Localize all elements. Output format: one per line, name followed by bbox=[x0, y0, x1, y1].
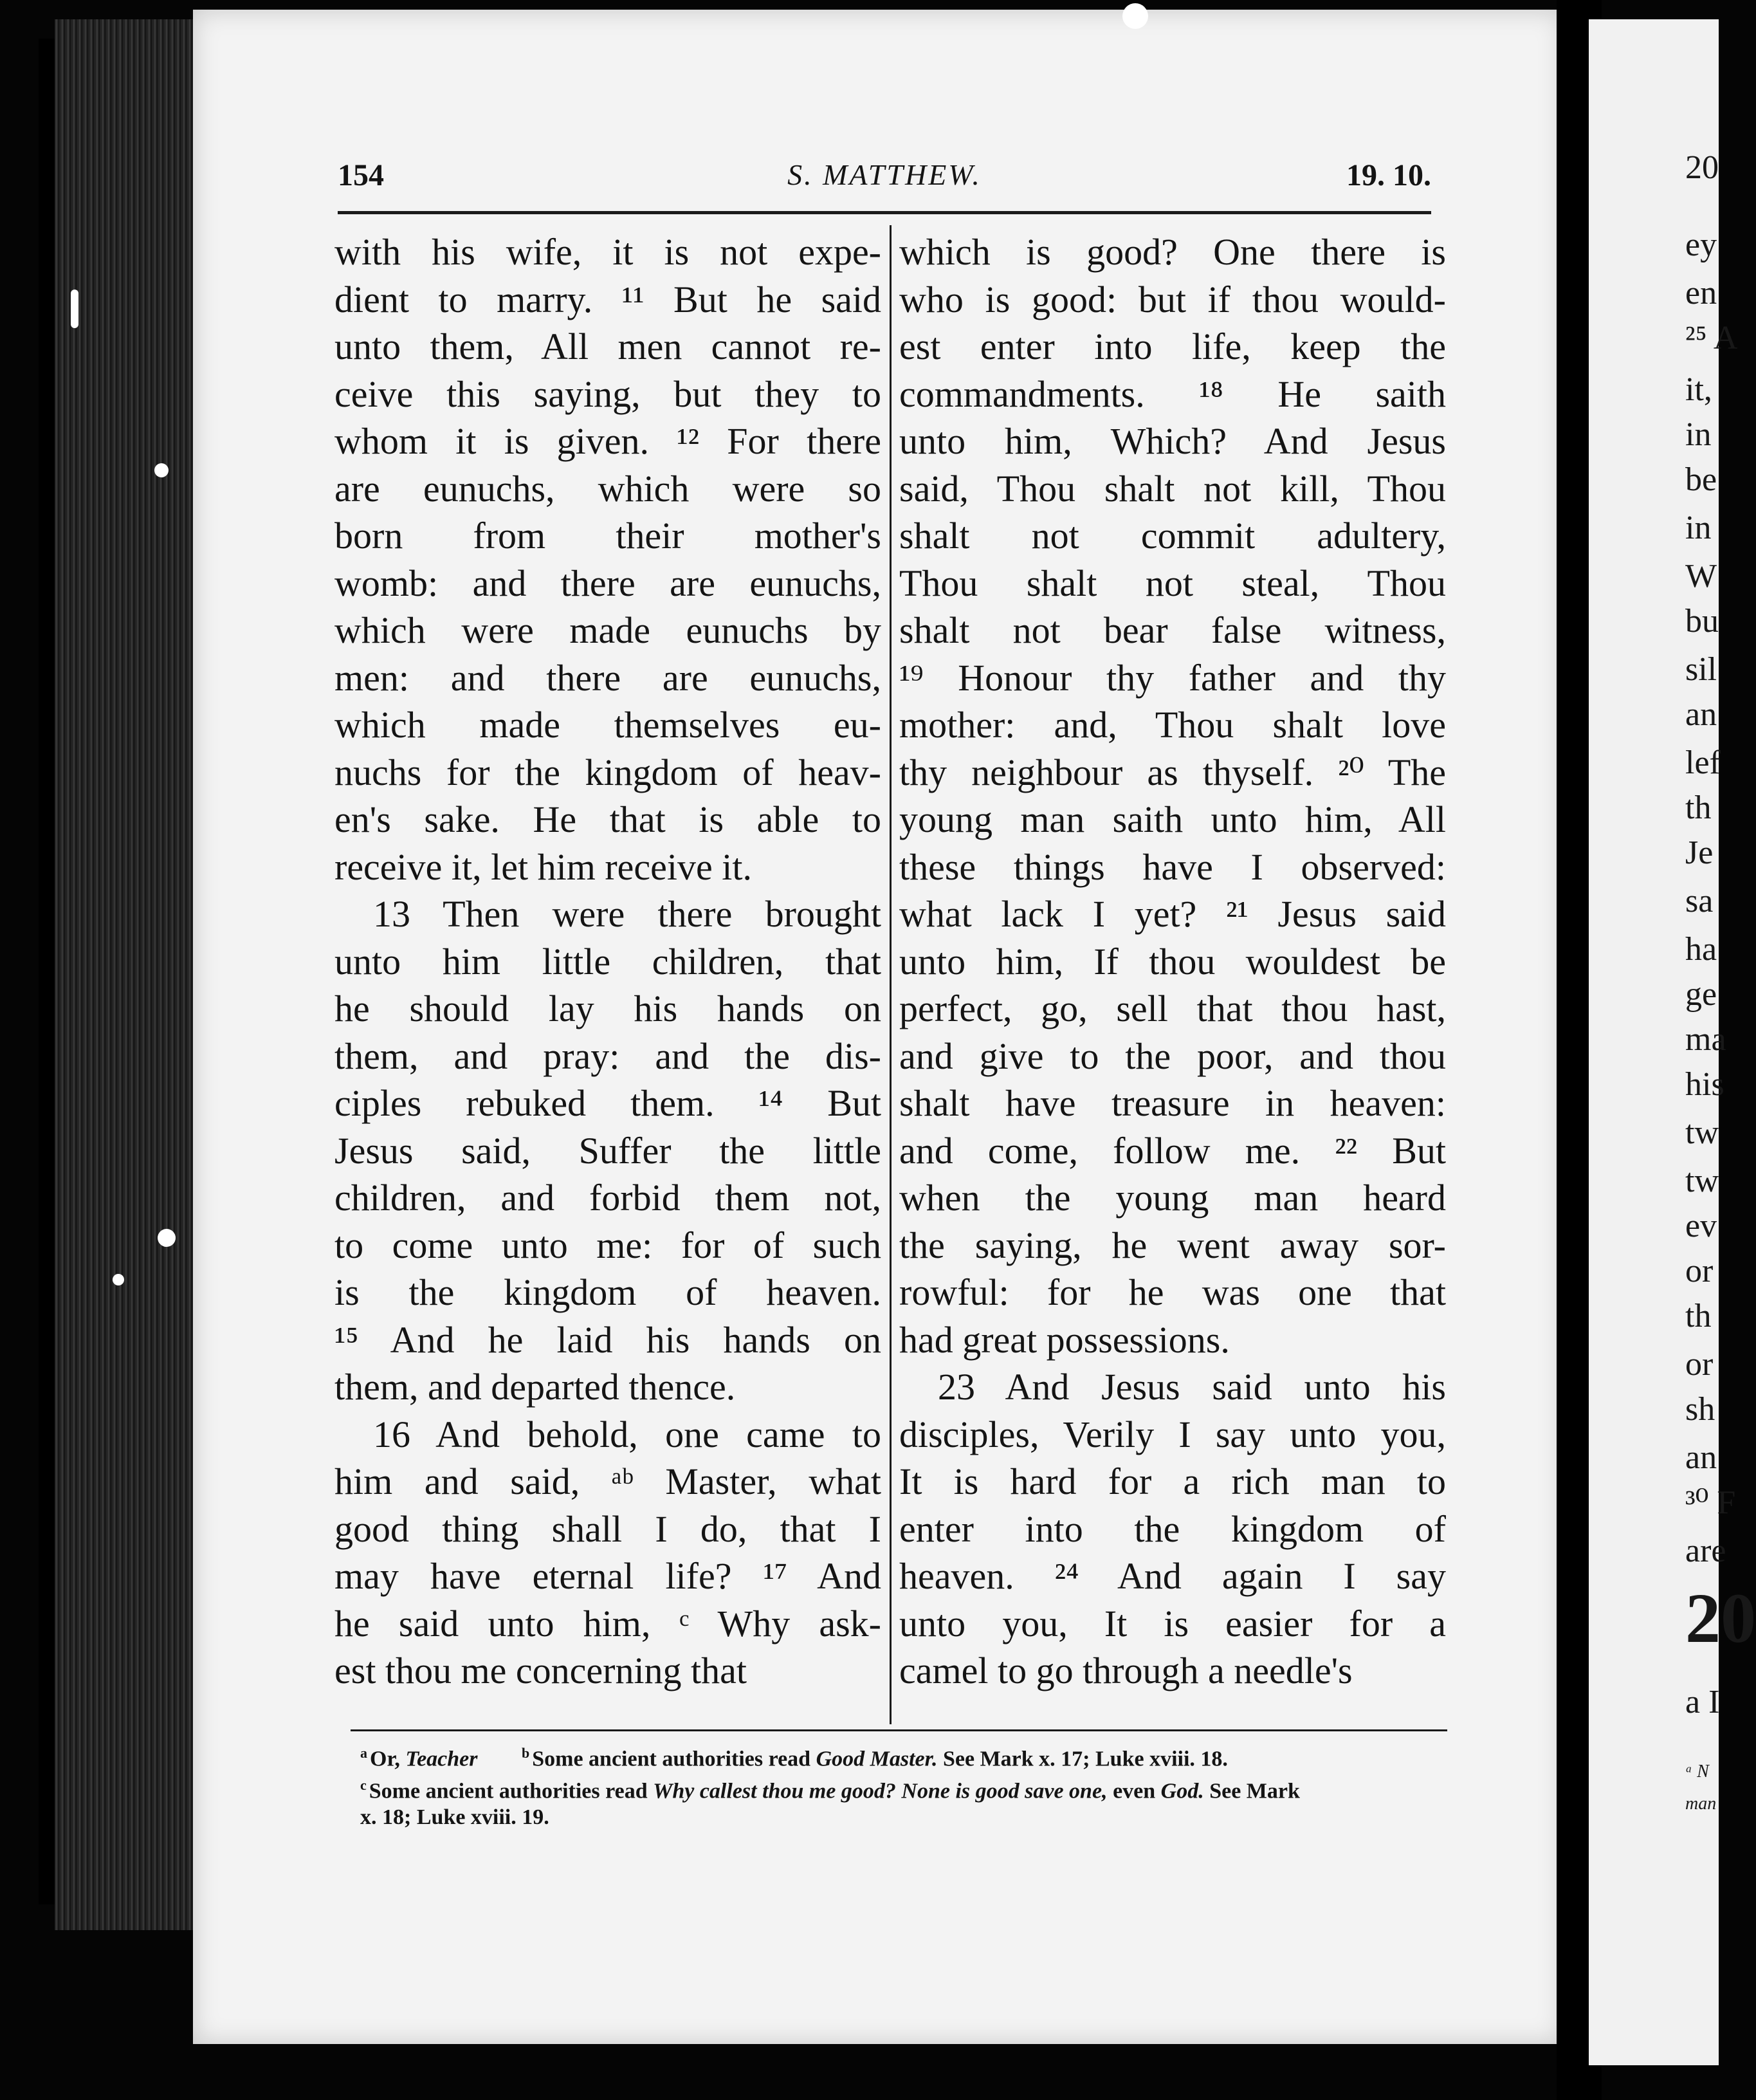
facing-page-fragment: Je bbox=[1685, 834, 1714, 871]
facing-page-fragment: in bbox=[1685, 416, 1712, 453]
left-column-line: them, and pray: and the dis- bbox=[334, 1035, 881, 1077]
footnote-c-mark: c bbox=[360, 1777, 367, 1793]
facing-page-fragment: an bbox=[1685, 696, 1717, 733]
right-column-line: Thou shalt not steal, Thou bbox=[899, 562, 1446, 604]
footnote-c-italic-1: Why callest thou me good? bbox=[653, 1779, 896, 1803]
right-column-line: est enter into life, keep the bbox=[899, 326, 1446, 367]
facing-page-fragment: ²⁵ A bbox=[1685, 320, 1738, 356]
book-title: S. MATTHEW. bbox=[787, 158, 982, 191]
left-column-line: may have eternal life? ¹⁷ And bbox=[334, 1555, 881, 1597]
footnote-c-italic-2: None is good save one, bbox=[901, 1779, 1108, 1803]
right-column-line: shalt not commit adultery, bbox=[899, 515, 1446, 557]
facing-page-fragment: ma bbox=[1685, 1021, 1726, 1058]
facing-page-fragment: th bbox=[1685, 789, 1712, 826]
facing-page-fragment: ey bbox=[1685, 226, 1717, 263]
facing-page-edge bbox=[1589, 19, 1756, 2065]
footnote-c-mid: even bbox=[1113, 1779, 1156, 1803]
facing-page-fragment: sh bbox=[1685, 1391, 1715, 1428]
right-column-line: heaven. ²⁴ And again I say bbox=[899, 1555, 1446, 1597]
left-column-line: to come unto me: for of such bbox=[334, 1224, 881, 1266]
right-column-line: these things have I observed: bbox=[899, 845, 1446, 888]
footnotes bbox=[360, 1737, 1447, 1834]
right-column-line: when the young man heard bbox=[899, 1177, 1446, 1219]
left-column-line: Jesus said, Suffer the little bbox=[334, 1129, 881, 1172]
left-column-line: ciples rebuked them. ¹⁴ But bbox=[334, 1082, 881, 1124]
right-column-line: unto him, Which? And Jesus bbox=[899, 420, 1446, 462]
column-divider bbox=[890, 225, 892, 1724]
left-column-line: 16 And behold, one came to bbox=[373, 1413, 881, 1455]
right-column-line: and come, follow me. ²² But bbox=[899, 1129, 1446, 1172]
right-column-line: which is good? One there is bbox=[899, 231, 1446, 273]
left-column-line: unto him little children, that bbox=[334, 940, 881, 982]
text-column-right bbox=[899, 228, 1446, 1721]
footnote-b-lead: Some ancient authorities read bbox=[532, 1747, 811, 1771]
facing-page-fragment: ev bbox=[1685, 1208, 1717, 1244]
right-column-line: thy neighbour as thyself. ²⁰ The bbox=[899, 751, 1446, 793]
left-column-line: ¹⁵ And he laid his hands on bbox=[334, 1318, 881, 1361]
left-column-line: womb: and there are eunuchs, bbox=[334, 562, 881, 604]
chapter-verse-reference: 19. 10. bbox=[1346, 158, 1431, 192]
left-column-line: men: and there are eunuchs, bbox=[334, 656, 881, 699]
left-column-line: with his wife, it is not expe- bbox=[334, 231, 881, 273]
right-column-line: rowful: for he was one that bbox=[899, 1271, 1446, 1313]
left-column-line: 13 Then were there brought bbox=[373, 893, 881, 935]
facing-page-fragment: en bbox=[1685, 275, 1717, 311]
right-column-line: camel to go through a needle's bbox=[899, 1650, 1353, 1691]
facing-page-fragment: ha bbox=[1685, 931, 1717, 968]
scan-speck bbox=[1122, 3, 1148, 29]
head-rule bbox=[338, 211, 1431, 214]
facing-page-fragment: his bbox=[1685, 1066, 1724, 1103]
left-column-line: unto them, All men cannot re- bbox=[334, 326, 881, 367]
facing-page-fragment: 20 bbox=[1685, 1579, 1756, 1657]
facing-page-fragment: bu bbox=[1685, 603, 1719, 640]
left-column-line: which were made eunuchs by bbox=[334, 609, 881, 651]
left-column-line: are eunuchs, which were so bbox=[334, 467, 881, 510]
facing-page-fragment: ᵃ N bbox=[1685, 1762, 1709, 1782]
running-head bbox=[338, 158, 1431, 203]
left-column-line: them, and departed thence. bbox=[334, 1366, 736, 1408]
left-column-line: which made themselves eu- bbox=[334, 704, 881, 746]
right-column-line: who is good: but if thou would- bbox=[899, 278, 1446, 320]
right-column-line: mother: and, Thou shalt love bbox=[899, 704, 1446, 746]
facing-page-fragment: sa bbox=[1685, 883, 1714, 919]
facing-page-fragment: lef bbox=[1685, 744, 1721, 781]
footnote-a-lead: Or, bbox=[370, 1747, 400, 1771]
right-column-line: what lack I yet? ²¹ Jesus said bbox=[899, 893, 1446, 935]
footnote-c-lead: Some ancient authorities read bbox=[369, 1779, 648, 1803]
left-column-line: whom it is given. ¹² For there bbox=[334, 420, 881, 462]
left-column-line: ceive this saying, but they to bbox=[334, 373, 881, 415]
facing-page-fragment: sil bbox=[1685, 651, 1717, 688]
left-column-line: he said unto him, ᶜ Why ask- bbox=[334, 1602, 881, 1644]
right-column-line: unto you, It is easier for a bbox=[899, 1602, 1446, 1644]
scan-speck bbox=[71, 290, 78, 328]
footnote-line-1 bbox=[360, 1737, 1447, 1769]
footnote-a-italic: Teacher bbox=[405, 1747, 478, 1771]
footnote-line-3: x. 18; Luke xviii. 19. bbox=[360, 1805, 549, 1829]
left-column-line: he should lay his hands on bbox=[334, 988, 881, 1029]
facing-page-fragment: th bbox=[1685, 1298, 1712, 1334]
right-column-line: had great possessions. bbox=[899, 1318, 1230, 1361]
left-column-line: children, and forbid them not, bbox=[334, 1177, 881, 1219]
right-column-line: shalt have treasure in heaven: bbox=[899, 1082, 1446, 1124]
facing-page-fragment: W bbox=[1685, 558, 1717, 594]
left-column-line: is the kingdom of heaven. bbox=[334, 1271, 881, 1313]
footnote-line-2 bbox=[360, 1769, 1447, 1801]
right-column-line: ¹⁹ Honour thy father and thy bbox=[899, 656, 1446, 699]
facing-page-fragment: ³⁰ F bbox=[1685, 1484, 1736, 1521]
left-column-line: born from their mother's bbox=[334, 515, 881, 557]
footnote-a-mark: a bbox=[360, 1745, 367, 1761]
facing-page-fragment: man bbox=[1685, 1794, 1717, 1814]
left-column-line: dient to marry. ¹¹ But he said bbox=[334, 278, 881, 320]
right-column-line: and give to the poor, and thou bbox=[899, 1035, 1446, 1077]
facing-page-fragment: tw bbox=[1685, 1114, 1719, 1151]
facing-page-fragment: an bbox=[1685, 1439, 1717, 1476]
footnote-b-mark: b bbox=[521, 1745, 530, 1761]
left-column-line: nuchs for the kingdom of heav- bbox=[334, 751, 881, 793]
footnote-c-italic-3: God. bbox=[1160, 1779, 1204, 1803]
facing-page-fragment: ge bbox=[1685, 976, 1717, 1013]
right-column-line: unto him, If thou wouldest be bbox=[899, 940, 1446, 982]
right-column-line: It is hard for a rich man to bbox=[899, 1460, 1446, 1502]
facing-page-fragment: are bbox=[1685, 1533, 1726, 1569]
footnote-rule bbox=[351, 1729, 1447, 1731]
facing-page-fragment: in bbox=[1685, 510, 1712, 546]
right-column-line: 23 And Jesus said unto his bbox=[938, 1366, 1446, 1408]
facing-page-fragment: 20 bbox=[1685, 149, 1719, 186]
right-column-line: disciples, Verily I say unto you, bbox=[899, 1413, 1446, 1455]
right-column-line: enter into the kingdom of bbox=[899, 1507, 1446, 1550]
page-number: 154 bbox=[338, 158, 384, 192]
right-column-line: the saying, he went away sor- bbox=[899, 1224, 1446, 1266]
facing-page-fragment: be bbox=[1685, 461, 1717, 498]
scan-speck bbox=[158, 1229, 176, 1247]
facing-page-fragment: or bbox=[1685, 1253, 1714, 1289]
left-column-line: est thou me concerning that bbox=[334, 1650, 747, 1691]
footnote-c-tail: See Mark bbox=[1209, 1779, 1300, 1803]
text-column-left bbox=[334, 228, 881, 1721]
scan-speck bbox=[154, 463, 169, 477]
left-column-line: him and said, ᵃᵇ Master, what bbox=[334, 1460, 881, 1502]
left-column-line: good thing shall I do, that I bbox=[334, 1507, 881, 1550]
facing-page-fragment: it, bbox=[1685, 371, 1712, 408]
right-column-line: perfect, go, sell that thou hast, bbox=[899, 988, 1446, 1029]
right-column-line: young man saith unto him, All bbox=[899, 798, 1446, 840]
left-column-line: en's sake. He that is able to bbox=[334, 798, 881, 840]
facing-page-fragment: or bbox=[1685, 1346, 1714, 1383]
right-column-line: shalt not bear false witness, bbox=[899, 609, 1446, 651]
left-column-line: receive it, let him receive it. bbox=[334, 845, 752, 888]
footnote-b-italic: Good Master. bbox=[816, 1747, 938, 1771]
facing-page-fragment: tw bbox=[1685, 1163, 1719, 1199]
right-column-line: commandments. ¹⁸ He saith bbox=[899, 373, 1446, 415]
facing-page-fragment: a I bbox=[1685, 1684, 1720, 1720]
footnote-b-tail: See Mark x. 17; Luke xviii. 18. bbox=[943, 1747, 1228, 1771]
right-column-line: said, Thou shalt not kill, Thou bbox=[899, 467, 1446, 510]
scan-speck bbox=[113, 1274, 124, 1285]
